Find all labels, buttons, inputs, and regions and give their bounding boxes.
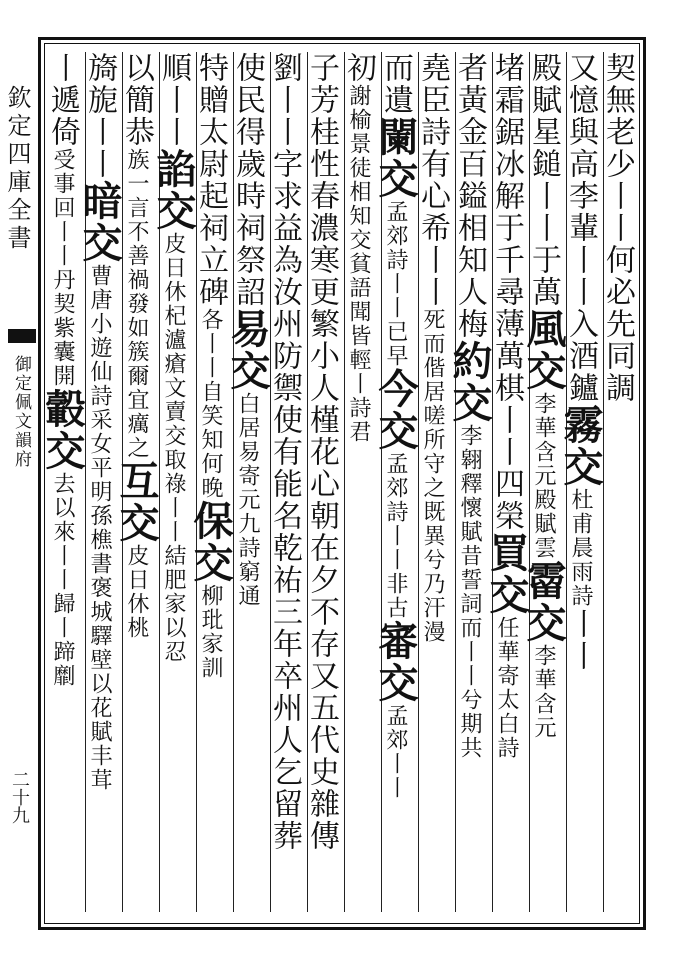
annotation-text: 孟郊詩丨丨非古 bbox=[383, 452, 408, 620]
entry-heading: 闌交 bbox=[372, 116, 419, 200]
catalog-title: 欽定四庫全書 bbox=[3, 85, 31, 253]
annotation-text: 孫樵書褒城驛壁以 bbox=[87, 504, 112, 696]
entry-heading: 保交 bbox=[187, 500, 234, 584]
text-column bbox=[483, 52, 530, 912]
body-text: 以簡恭 bbox=[119, 52, 154, 148]
text-column bbox=[304, 52, 344, 912]
body-text: 旖旎丨丨 bbox=[82, 52, 117, 180]
text-column bbox=[76, 52, 123, 912]
annotation-text: 各丨丨自笑知何晚 bbox=[198, 308, 223, 500]
entry-heading: 暗交 bbox=[76, 180, 123, 264]
entry-heading: 轂交 bbox=[39, 388, 86, 472]
text-column bbox=[446, 52, 493, 912]
annotation-text: 孟郊詩丨丨已早 bbox=[383, 200, 408, 368]
body-text: 薄萬棋丨丨四榮 bbox=[489, 308, 524, 532]
text-column bbox=[372, 52, 419, 912]
annotation-text: 李華含元殿賦雲 bbox=[531, 392, 556, 560]
annotation-text: 皮日休杞瀘瘡文賣交取祿丨丨結 bbox=[161, 232, 186, 568]
text-column bbox=[39, 52, 86, 912]
annotation-text: 丨詩君 bbox=[346, 372, 371, 444]
text-column bbox=[150, 52, 197, 912]
annotation-text: 花賦丰茸 bbox=[87, 696, 112, 792]
entry-heading: 買交 bbox=[483, 532, 530, 616]
body-text: 契無老少丨丨何必先同調 bbox=[600, 52, 635, 404]
body-text: 特贈太尉起祠立碑 bbox=[193, 52, 228, 308]
body-text: 子芳桂性春濃寒更繁小人槿花心朝在夕不存又五代史雜傳 bbox=[304, 52, 339, 852]
book-title: 御定佩文韻府 bbox=[11, 355, 31, 469]
body-text: 順丨丨 bbox=[156, 52, 191, 148]
page-margin-strip bbox=[0, 37, 38, 930]
annotation-text: 曹唐小遊仙詩采女平明 bbox=[87, 264, 112, 504]
entry-heading: 諂交 bbox=[150, 148, 197, 232]
entry-heading: 今交 bbox=[372, 368, 419, 452]
annotation-text: 李華含元 bbox=[531, 644, 556, 740]
text-column bbox=[520, 52, 567, 912]
annotation-text: 謝榆景徒相知 bbox=[346, 84, 371, 228]
entry-heading: 互交 bbox=[113, 460, 160, 544]
text-column bbox=[224, 52, 271, 912]
text-column bbox=[113, 52, 160, 912]
text-column bbox=[187, 52, 234, 912]
annotation-text: 受事回丨丨丹契紫囊開 bbox=[50, 148, 75, 388]
body-text: 而 bbox=[378, 52, 413, 84]
entry-heading: 霤交 bbox=[520, 560, 567, 644]
entry-heading: 審交 bbox=[372, 620, 419, 704]
annotation-text: 交貧語聞皆輕 bbox=[346, 228, 371, 372]
body-text: 者黃金百鎰相知人梅 bbox=[452, 52, 487, 340]
annotation-text: 任華寄太白詩 bbox=[494, 616, 519, 760]
annotation-text: 肥家以忍 bbox=[161, 568, 186, 664]
text-column bbox=[267, 52, 307, 912]
entry-heading: 約交 bbox=[446, 340, 493, 424]
fish-tail-mark bbox=[8, 329, 36, 343]
annotation-text: 皮日休桃 bbox=[124, 544, 149, 640]
entry-heading: 風交 bbox=[520, 308, 567, 392]
entry-heading: 霧交 bbox=[557, 404, 604, 488]
body-text: 堯臣詩有心希丨丨 bbox=[415, 52, 450, 308]
annotation-text: 柳玭家訓 bbox=[198, 584, 223, 680]
text-column bbox=[600, 52, 640, 912]
entry-heading: 易交 bbox=[224, 308, 271, 392]
text-column bbox=[341, 52, 381, 912]
text-column bbox=[415, 52, 455, 912]
body-text: 又憶與高李輩丨丨入酒鑪 bbox=[563, 52, 598, 404]
body-text: 使民得歲時祠祭詔 bbox=[230, 52, 265, 308]
annotation-text: 杜甫晨雨詩 bbox=[568, 488, 593, 608]
annotation-text: 死而偕居嗟所守之既異兮乃汗漫 bbox=[420, 308, 445, 644]
body-text: 丨遞倚 bbox=[45, 52, 80, 148]
body-text: 堵霜鋸冰解于千尋 bbox=[489, 52, 524, 308]
annotation-text: 去以來丨丨歸 bbox=[50, 472, 75, 616]
annotation-text: 白居易寄元九詩窮通 bbox=[235, 392, 260, 608]
body-text: 初 bbox=[341, 52, 376, 84]
folio-number: 二十九 bbox=[12, 770, 30, 827]
annotation-text: 丨蹄劘 bbox=[50, 616, 75, 688]
annotation-text: 孟郊丨丨 bbox=[383, 704, 408, 800]
body-text: 丨丨 bbox=[563, 608, 598, 672]
body-text: 遺 bbox=[378, 84, 413, 116]
text-column bbox=[557, 52, 604, 912]
annotation-text: 族一言不善禍發如簇爾宜癘之 bbox=[124, 148, 149, 460]
annotation-text: 李翱釋懷賦昔誓詞而丨丨兮期共 bbox=[457, 424, 482, 760]
body-text: 殿賦星鎚丨丨于萬 bbox=[526, 52, 561, 308]
body-text: 劉丨丨字求益為汝州防禦使有能名乾祐三年卒州人乞留葬 bbox=[267, 52, 302, 852]
